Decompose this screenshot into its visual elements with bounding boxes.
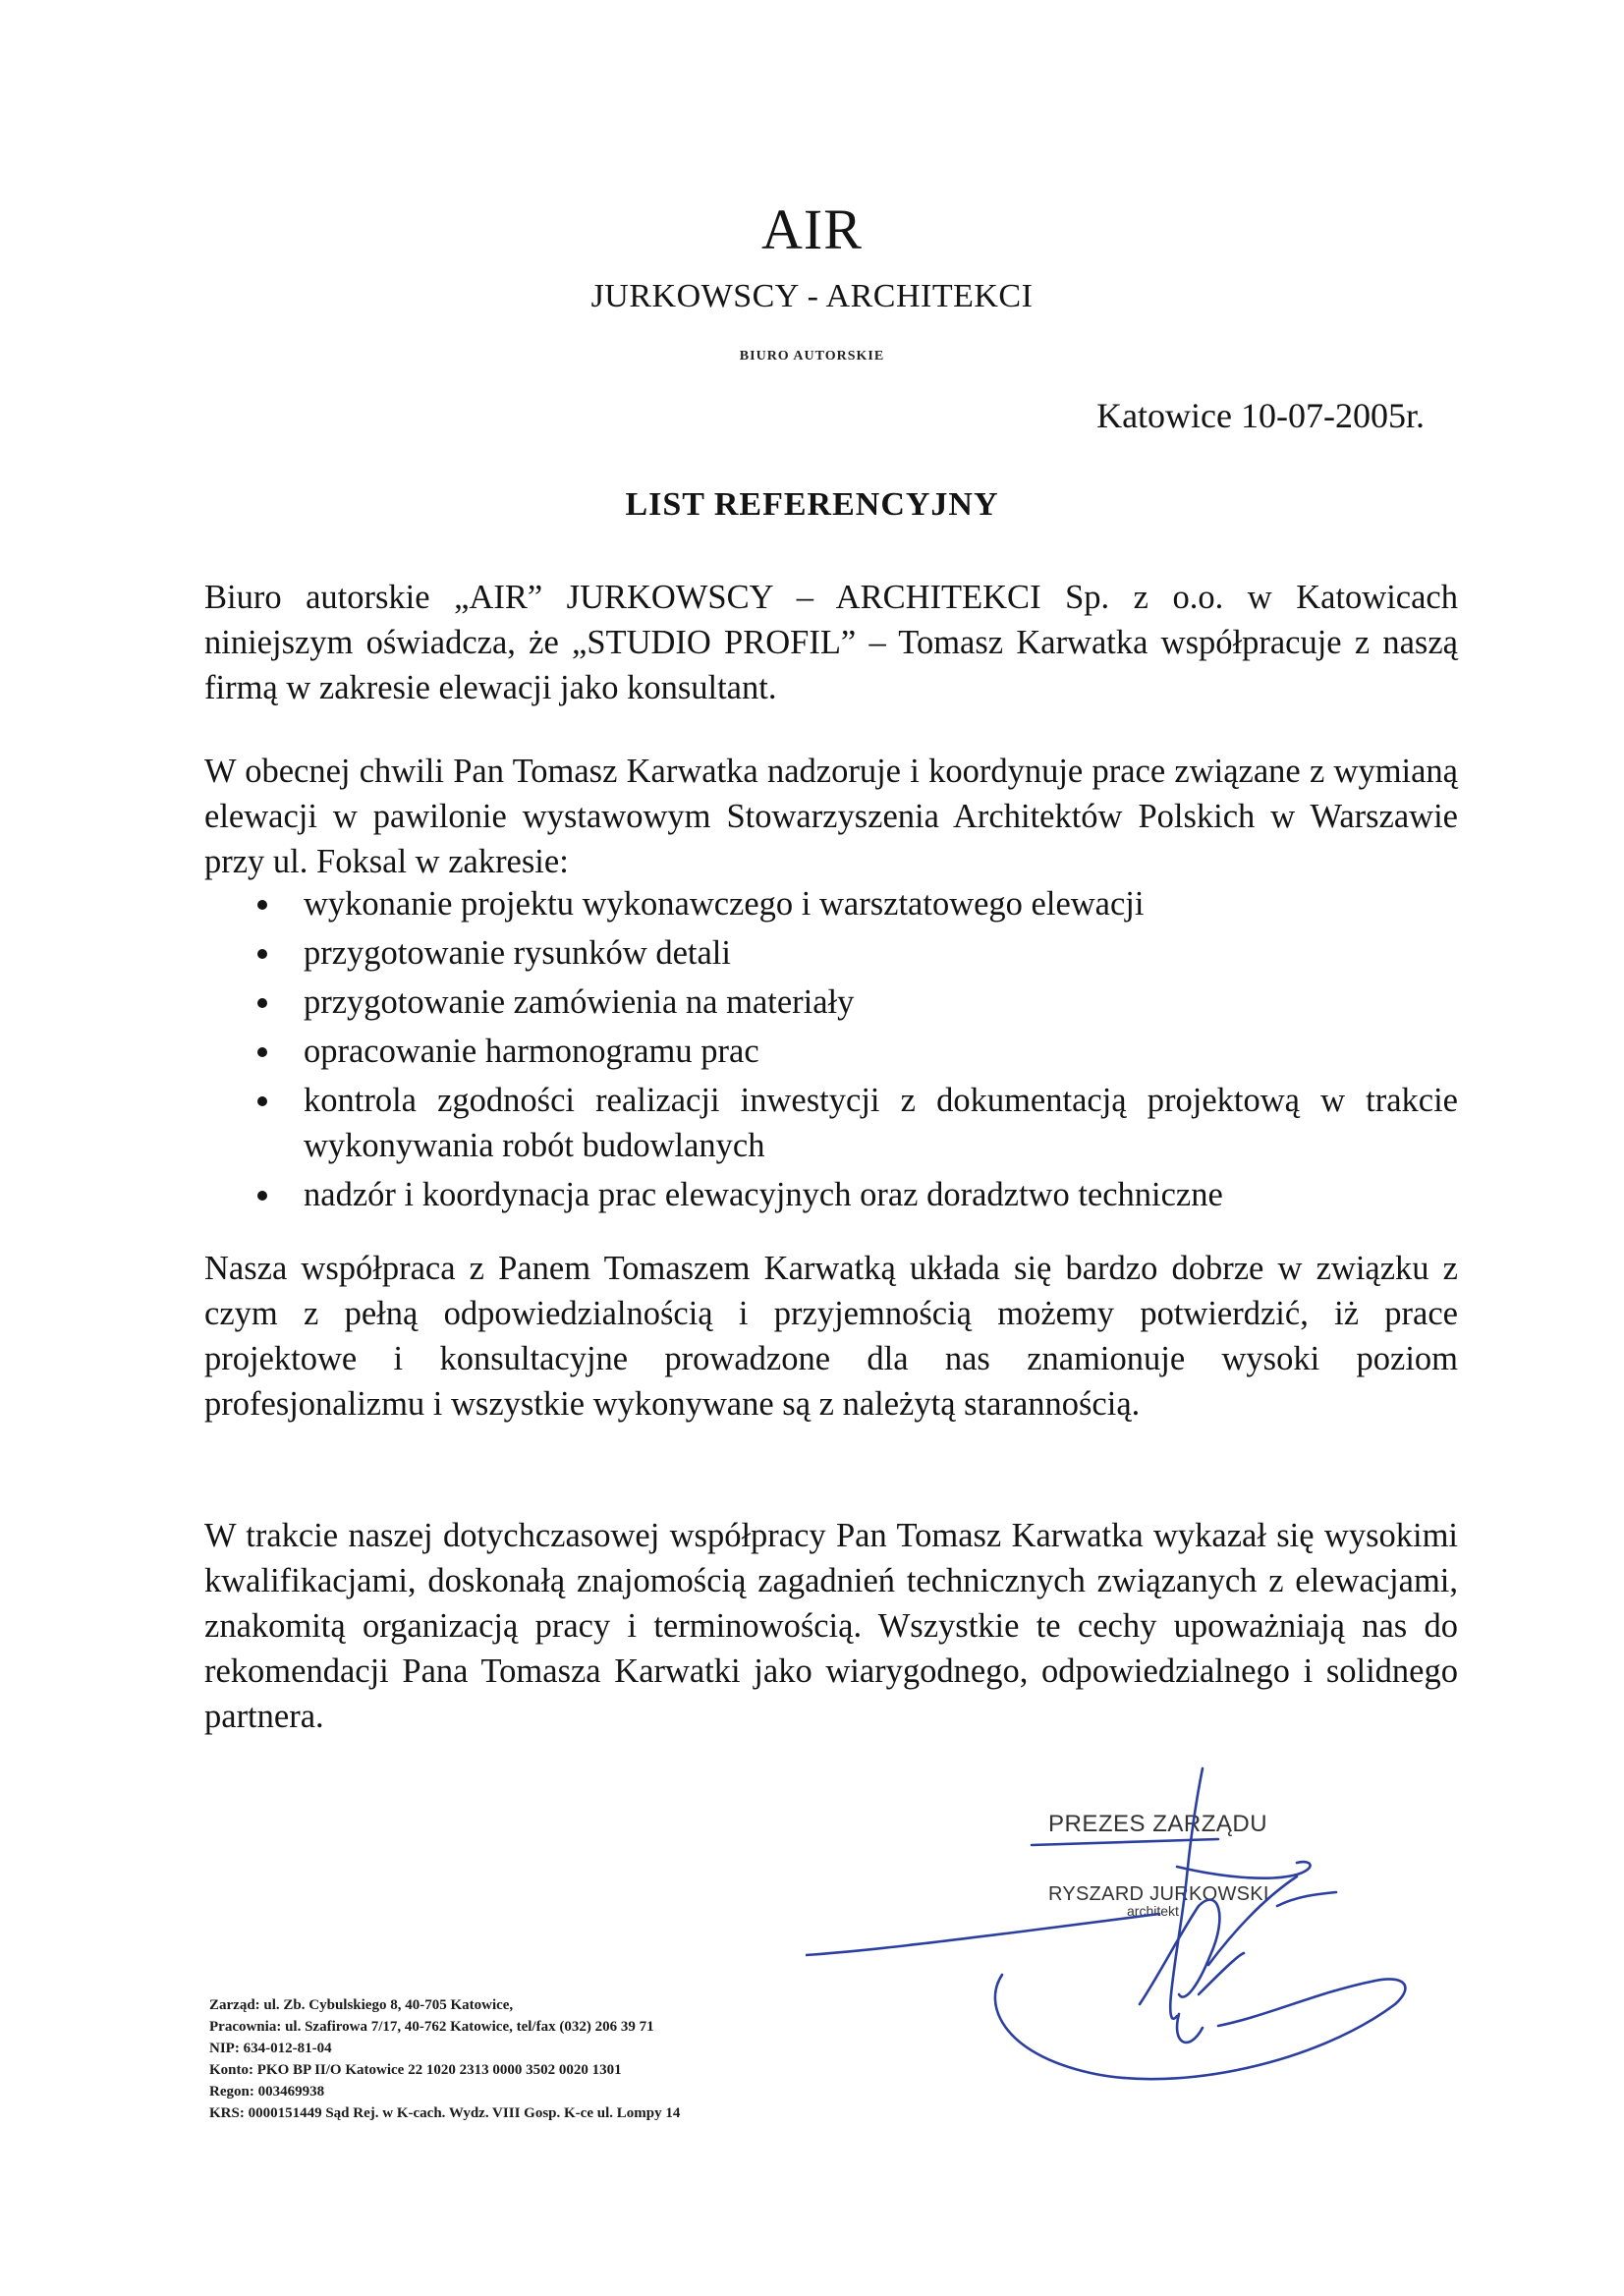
handwritten-signature — [806, 1759, 1415, 2132]
letter-date: Katowice 10-07-2005r. — [1096, 396, 1425, 435]
list-item-text: przygotowanie zamówienia na materiały — [304, 983, 855, 1021]
company-footer — [209, 1994, 680, 2124]
bullet-icon — [257, 1047, 267, 1057]
list-item-text: opracowanie harmonogramu prac — [304, 1033, 759, 1070]
footer-line: Konto: PKO BP II/O Katowice 22 1020 2313 0000 3502 0020 1301 — [209, 2062, 622, 2078]
signature-role: PREZES ZARZĄDU — [1048, 1811, 1268, 1837]
list-item — [257, 1029, 1458, 1074]
footer-line: Zarząd: ul. Zb. Cybulskiego 8, 40-705 Katowice, — [209, 1997, 514, 2013]
bullet-icon — [257, 949, 267, 959]
list-item-text: wykonanie projektu wykonawczego i warsztatowego elewacji — [304, 885, 1145, 923]
list-item — [257, 980, 1458, 1025]
list-item-text: kontrola zgodności realizacji inwestycji z dokumentacją projektową w trakcie wykonywania robót budowlanych — [304, 1082, 1458, 1164]
list-item-text: nadzór i koordynacja prac elewacyjnych oraz doradztwo techniczne — [304, 1176, 1223, 1213]
cooperation-paragraph: Nasza współpraca z Panem Tomaszem Karwatką układa się bardzo dobrze w związku z czym z pełną odpowiedzialnością i przyjemnością możemy potwierdzić, iż prace projektowe i konsultacyjne prowadzone dla nas znamionuje wysoki poziom profesjonalizmu i wszystkie wykonywane są z należytą starannością. — [204, 1250, 1458, 1423]
scope-list — [257, 881, 1458, 1217]
list-item — [257, 881, 1458, 926]
bullet-icon — [257, 1096, 267, 1106]
signature-name: RYSZARD JURKOWSKI — [1048, 1883, 1269, 1905]
list-item — [257, 1078, 1458, 1168]
bullet-icon — [257, 998, 267, 1008]
signature-title: architekt — [1127, 1903, 1179, 1919]
company-name: JURKOWSCY - ARCHITEKCI — [590, 278, 1034, 314]
list-item-text: przygotowanie rysunków detali — [304, 934, 731, 972]
footer-line: KRS: 0000151449 Sąd Rej. w K-cach. Wydz. VIII Gosp. K-ce ul. Lompy 14 — [209, 2105, 681, 2121]
list-item — [257, 930, 1458, 976]
scope-paragraph: W obecnej chwili Pan Tomasz Karwatka nadzoruje i koordynuje prace związane z wymianą elewacji w pawilonie wystawowym Stowarzyszenia Architektów Polskich w Warszawie przy ul. Foksal w zakresie: — [204, 753, 1458, 880]
letter-title: LIST REFERENCYJNY — [625, 486, 999, 523]
list-item — [257, 1172, 1458, 1217]
company-subtitle: BIURO AUTORSKIE — [739, 349, 885, 364]
bullet-icon — [257, 1191, 267, 1201]
recommendation-paragraph: W trakcie naszej dotychczasowej współpracy Pan Tomasz Karwatka wykazał się wysokimi kwalifikacjami, doskonałą znajomością zagadnień technicznych związanych z elewacjami, znakomitą organizacją pracy i terminowością. Wszystkie te cechy upoważniają nas do rekomendacji Pana Tomasza Karwatki jako wiarygodnego, odpowiedzialnego i solidnego partnera. — [204, 1517, 1458, 1735]
bullet-icon — [257, 900, 267, 910]
intro-paragraph: Biuro autorskie „AIR” JURKOWSCY – ARCHITEKCI Sp. z o.o. w Katowicach niniejszym oświadcza, że „STUDIO PROFIL” – Tomasz Karwatka współpracuje z naszą firmą w zakresie elewacji jako konsultant. — [204, 579, 1458, 706]
company-logo-text: AIR — [761, 197, 863, 261]
footer-line: Pracownia: ul. Szafirowa 7/17, 40-762 Katowice, tel/fax (032) 206 39 71 — [209, 2019, 654, 2035]
footer-line: Regon: 003469938 — [209, 2084, 325, 2100]
footer-line: NIP: 634-012-81-04 — [209, 2041, 332, 2056]
